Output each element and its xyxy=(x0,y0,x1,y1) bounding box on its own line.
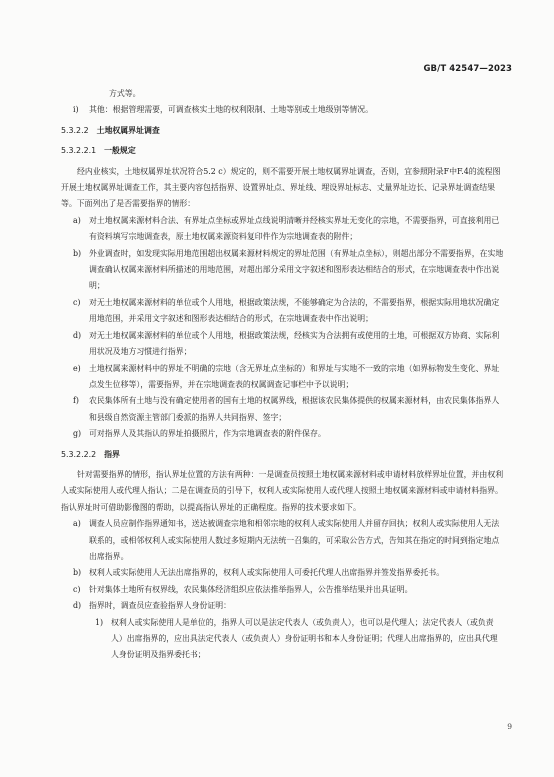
list-text: 土地权属来源材料中的界址不明确的宗地（含无界址点坐标的）和界址与实地不一致的宗地（如界标物发生变化、界址点发生位移等），需要指界，并在宗地调查表的权属调查记事栏中予以说明； xyxy=(89,363,500,389)
continuation-text: 方式等。 xyxy=(109,89,141,98)
list-label: d) xyxy=(73,601,82,611)
list-item xyxy=(61,565,505,581)
list-label: a) xyxy=(73,519,81,529)
section-title: 土地权属界址调查 xyxy=(96,125,160,135)
list-item xyxy=(61,295,505,328)
list-item-i xyxy=(61,102,505,118)
section-number: 5.3.2.2.1 xyxy=(61,146,97,156)
standard-code-header: GB/T 42547—2023 xyxy=(423,64,512,74)
list-label: c) xyxy=(73,297,81,307)
list-item xyxy=(61,213,505,246)
zhijie-requirements-list xyxy=(61,516,505,614)
section-title: 指界 xyxy=(104,449,120,459)
section-heading-53221 xyxy=(61,143,505,159)
sub-list-d xyxy=(61,615,505,664)
section-heading-5322 xyxy=(61,123,505,139)
list-item xyxy=(61,393,505,426)
list-label: i) xyxy=(73,105,79,115)
list-item xyxy=(61,328,505,361)
list-text: 对土地权属来源材料合法、有界址点坐标或界址点线说明清晰并经核实界址无变化的宗地，不需要指界，可直接利用已有资料填写宗地调查表，原土地权属来源资料复印件作为宗地调查表的附件； xyxy=(89,215,500,242)
list-item xyxy=(61,582,505,598)
intro-paragraph: 经内业核实，土地权属界址状况符合5.2 c）规定的，则不需要开展土地权属界址调查，否则，宜参照附录F中F.4的流程图开展土地权属界址调查工作，其主要内容包括指界、设置界址点、界址线、埋设界址标志、丈量界址边长、记录界址调查结果等。下面列出了是否需要指界的情形： xyxy=(61,166,501,209)
list-text: 可对指界人及其指认的界址拍摄照片，作为宗地调查表的附件保存。 xyxy=(89,429,326,439)
section-title: 一般规定 xyxy=(104,146,136,156)
list-text: 对无土地权属来源材料的单位或个人用地，根据政策法规，不能够确定为合法的，不需要指界，根据实际用地状况确定用地范围，并采用文字叙述和图形表达相结合的形式，在宗地调查表中作出说明； xyxy=(89,297,500,324)
list-item xyxy=(61,246,505,295)
list-text: 权利人或实际使用人无法出席指界的，权利人或实际使用人可委托代理人出席指界并签发指界委托书。 xyxy=(89,568,445,578)
general-rules-list xyxy=(61,213,505,443)
zhijie-intro-paragraph: 针对需要指界的情形，指认界址位置的方法有两种：一是调查员按照土地权属来源材料或申请材料放样界址位置，并由权利人或实际使用人或代理人指认；二是在调查员的引导下，权利人或实际使用人或代理人按照土地权属来源材料或申请材料指界。指认界址时可借助影像图的帮助，以提高指认界址的正确程度。指界的技术要求如下。 xyxy=(61,469,504,512)
list-text: 其他：根据管理需要，可调查核实土地的权利限制、土地等别或土地级别等情况。 xyxy=(89,105,374,115)
list-label: 1) xyxy=(95,617,104,627)
list-label: c) xyxy=(73,584,81,594)
list-label: f) xyxy=(73,396,79,406)
list-item xyxy=(61,598,505,614)
list-text: 对无土地权属来源材料的单位或个人用地，根据政策法规，经核实为合法拥有或使用的土地，可根据双方协商、实际利用状况及地方习惯进行指界； xyxy=(89,330,500,357)
body-text xyxy=(61,86,505,664)
list-text: 调查人员应制作指界通知书，送达被调查宗地和相邻宗地的权利人或实际使用人并留存回执；权利人或实际使用人无法联系的，或相邻权利人或实际使用人数过多短期内无法统一召集的，可采取公告方式，告知其在指定的时间到指定地点出席指界。 xyxy=(89,519,500,561)
list-label: e) xyxy=(73,363,81,373)
list-label: d) xyxy=(73,330,82,340)
list-item xyxy=(61,361,505,394)
list-text: 权利人或实际使用人是单位的，指界人可以是法定代表人（或负责人），也可以是代理人；法定代表人（或负责人）出席指界的，应出具法定代表人（或负责人）身份证明书和本人身份证明；代理人出席指界的，应出具代理人身份证明及指界委托书； xyxy=(111,617,498,660)
list-label: a) xyxy=(73,215,81,225)
list-label: b) xyxy=(73,248,82,258)
list-text: 指界时，调查员应查验指界人身份证明： xyxy=(89,601,232,611)
list-text: 针对集体土地所有权界线，农民集体经济组织应依法推举指界人，公告推举结果并出具证明。 xyxy=(89,584,413,594)
list-item xyxy=(61,516,505,565)
list-text: 农民集体所有土地与没有确定使用者的国有土地的权属界线，根据该农民集体提供的权属来源材料，由农民集体指界人和县级自然资源主管部门委派的指界人共同指界、签字； xyxy=(89,396,500,422)
list-text: 外业调查时，如发现实际用地范围超出权属来源材料规定的界址范围（有界址点坐标），则超出部分不需要指界，在实地调查确认权属来源材料所描述的用地范围，对超出部分采用文字叙述和图形表达相结合的形式，在宗地调查表中作出说明； xyxy=(89,248,504,291)
list-item xyxy=(61,615,505,664)
list-item xyxy=(61,426,505,442)
section-heading-53222 xyxy=(61,447,505,463)
section-number: 5.3.2.2.2 xyxy=(61,449,97,459)
page-number: 9 xyxy=(507,722,512,731)
list-label: g) xyxy=(73,429,82,439)
list-label: b) xyxy=(73,568,82,578)
section-number: 5.3.2.2 xyxy=(61,125,89,135)
